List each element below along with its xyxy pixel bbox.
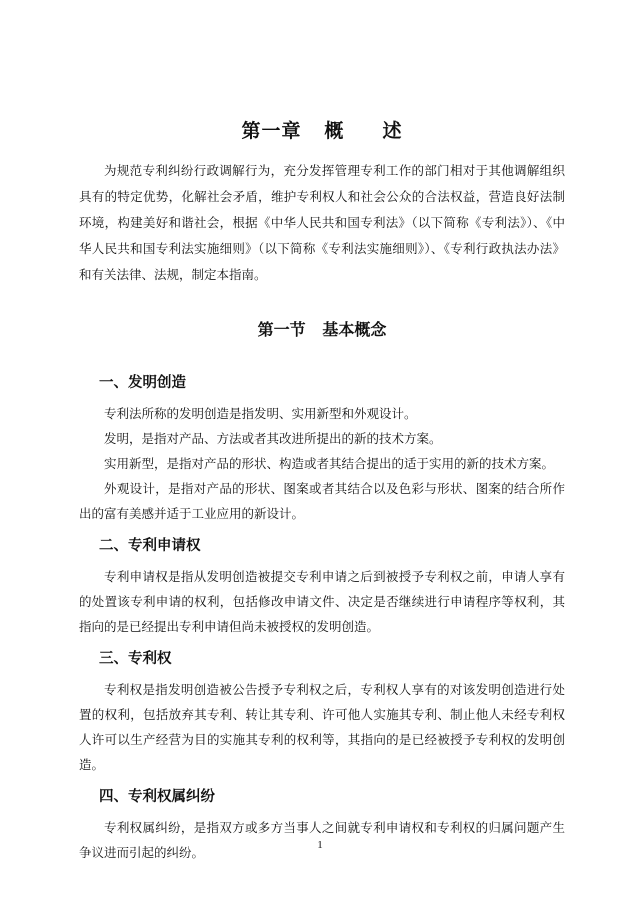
chapter-title: 第一章 概 述 — [241, 120, 403, 142]
paragraph: 实用新型，是指对产品的形状、构造或者其结合提出的适于实用的新的技术方案。 — [104, 456, 555, 471]
subsection-title: 三、专利权 — [99, 651, 172, 667]
subsection-invention — [79, 373, 565, 526]
paragraph: 发明，是指对产品、方法或者其改进所提出的新的技术方案。 — [104, 431, 442, 446]
paragraph: 专利权属纠纷，是指双方或多方当事人之间就专利申请权和专利权的归属问题产生争议进而引起的纠纷。 — [79, 820, 565, 860]
section-title: 第一节 基本概念 — [257, 320, 387, 339]
paragraph: 专利法所称的发明创造是指发明、实用新型和外观设计。 — [104, 406, 417, 421]
subsection-title: 一、发明创造 — [99, 375, 186, 391]
paragraph: 外观设计，是指对产品的形状、图案或者其结合以及色彩与形状、图案的结合所作出的富有美感并适于工业应用的新设计。 — [79, 481, 565, 521]
subsection-title: 四、专利权属纠纷 — [99, 789, 215, 805]
subsection-ownership-dispute — [79, 787, 565, 865]
subsection-application-right — [79, 536, 565, 639]
subsection-patent-right — [79, 649, 565, 777]
chapter-intro: 为规范专利纠纷行政调解行为，充分发挥管理专利工作的部门相对于其他调解组织具有的特定优势，化解社会矛盾，维护专利权人和社会公众的合法权益，营造良好法制环境，构建美好和谐社会，根据《中华人民共和国专利法》（以下简称《专利法》）、《中华人民共和国专利法实施细则》（以下简称《专利法实施细则》）、《专利行政执法办法》和有关法律、法规，制定本指南。 — [79, 163, 565, 282]
paragraph: 专利权是指发明创造被公告授予专利权之后，专利权人享有的对该发明创造进行处置的权利，包括放弃其专利、转让其专利、许可他人实施其专利、制止他人未经专利权人许可以生产经营为目的实施其专利的权利等，其指向的是已经被授予专利权的发明创造。 — [79, 682, 565, 772]
paragraph: 专利申请权是指从发明创造被提交专利申请之后到被授予专利权之前，申请人享有的处置该专利申请的权利，包括修改申请文件、决定是否继续进行申请程序等权利，其指向的是已经提出专利申请但尚未被授权的发明创造。 — [79, 569, 565, 634]
subsection-title: 二、专利申请权 — [99, 538, 201, 554]
page-number: 1 — [317, 839, 323, 851]
